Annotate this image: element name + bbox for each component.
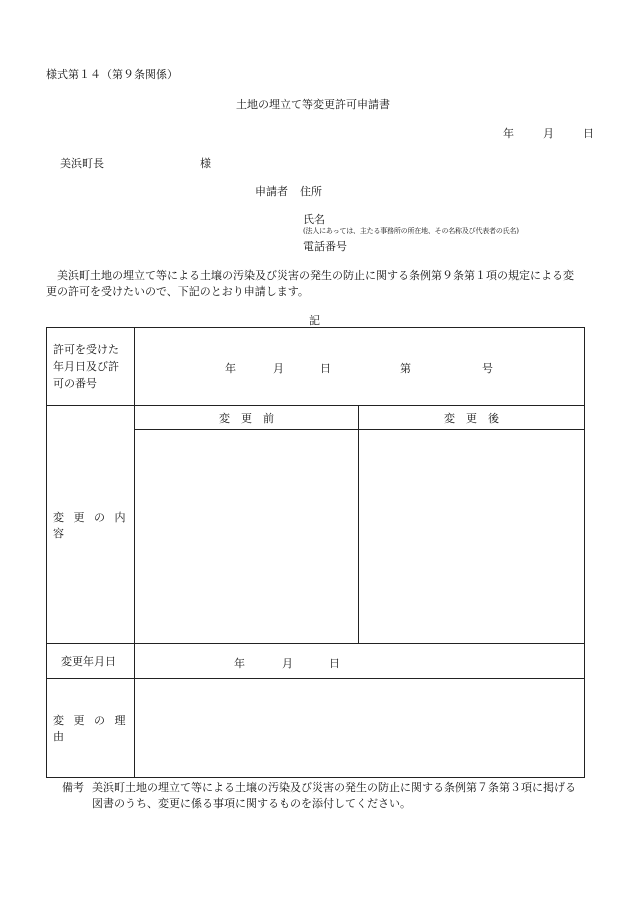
change-reason-cell[interactable] bbox=[135, 679, 585, 778]
applicant-label: 申請者 bbox=[255, 185, 288, 198]
page-title: 土地の埋立て等変更許可申請書 bbox=[236, 98, 390, 111]
permit-row bbox=[47, 328, 585, 406]
permit-day-label: 日 bbox=[320, 361, 331, 375]
addressee: 美浜町長 bbox=[60, 157, 104, 170]
change-header-row bbox=[47, 406, 585, 430]
change-reason-row bbox=[47, 679, 585, 778]
permit-month-label: 月 bbox=[273, 361, 284, 375]
change-content-label: 変 更 の 内 容 bbox=[47, 406, 135, 644]
date-month-label: 月 bbox=[543, 127, 554, 140]
address-label: 住所 bbox=[300, 185, 322, 198]
after-header: 変 更 後 bbox=[359, 406, 585, 430]
date-year-label: 年 bbox=[503, 127, 514, 140]
remarks-label: 備考 bbox=[62, 781, 84, 794]
change-date-year-label: 年 bbox=[234, 656, 245, 670]
honorific: 様 bbox=[200, 157, 211, 170]
permit-label-line-3: 可の番号 bbox=[53, 377, 97, 390]
permit-label-line-2: 年月日及び許 bbox=[53, 360, 119, 373]
form-number: 様式第１４（第９条関係） bbox=[46, 68, 178, 81]
change-date-day-label: 日 bbox=[329, 656, 340, 670]
remarks-text: 美浜町土地の埋立て等による土壌の汚染及び災害の発生の防止に関する条例第７条第３項に掲げる図書のうち、変更に係る事項に関するものを添付してください。 bbox=[92, 781, 576, 810]
phone-label: 電話番号 bbox=[303, 240, 347, 253]
after-content-cell[interactable] bbox=[359, 430, 585, 644]
change-reason-label: 変 更 の 理 由 bbox=[47, 679, 135, 778]
change-date-cell[interactable] bbox=[135, 644, 585, 679]
change-date-label: 変更年月日 bbox=[47, 644, 135, 679]
permit-label-line-1: 許可を受けた bbox=[53, 343, 119, 356]
before-header: 変 更 前 bbox=[135, 406, 359, 430]
permit-year-label: 年 bbox=[225, 361, 236, 375]
before-content-cell[interactable] bbox=[135, 430, 359, 644]
date-day-label: 日 bbox=[583, 127, 594, 140]
permit-value-cell[interactable] bbox=[135, 328, 585, 406]
remarks bbox=[62, 780, 584, 812]
permit-go-label: 号 bbox=[482, 361, 493, 375]
submission-date bbox=[503, 125, 594, 141]
application-statement: 美浜町土地の埋立て等による土壌の汚染及び災害の発生の防止に関する条例第９条第１項の規定による変更の許可を受けたいので、下記のとおり申請します。 bbox=[46, 269, 574, 298]
permit-label bbox=[47, 328, 135, 406]
change-date-row bbox=[47, 644, 585, 679]
permit-dai-label: 第 bbox=[400, 361, 411, 375]
name-note: (法人にあっては、主たる事務所の所在地、その名称及び代表者の氏名) bbox=[303, 227, 519, 235]
change-date-month-label: 月 bbox=[282, 656, 293, 670]
ki-mark: 記 bbox=[309, 314, 320, 327]
application-form-table bbox=[46, 327, 585, 778]
name-label: 氏名 bbox=[303, 213, 325, 226]
